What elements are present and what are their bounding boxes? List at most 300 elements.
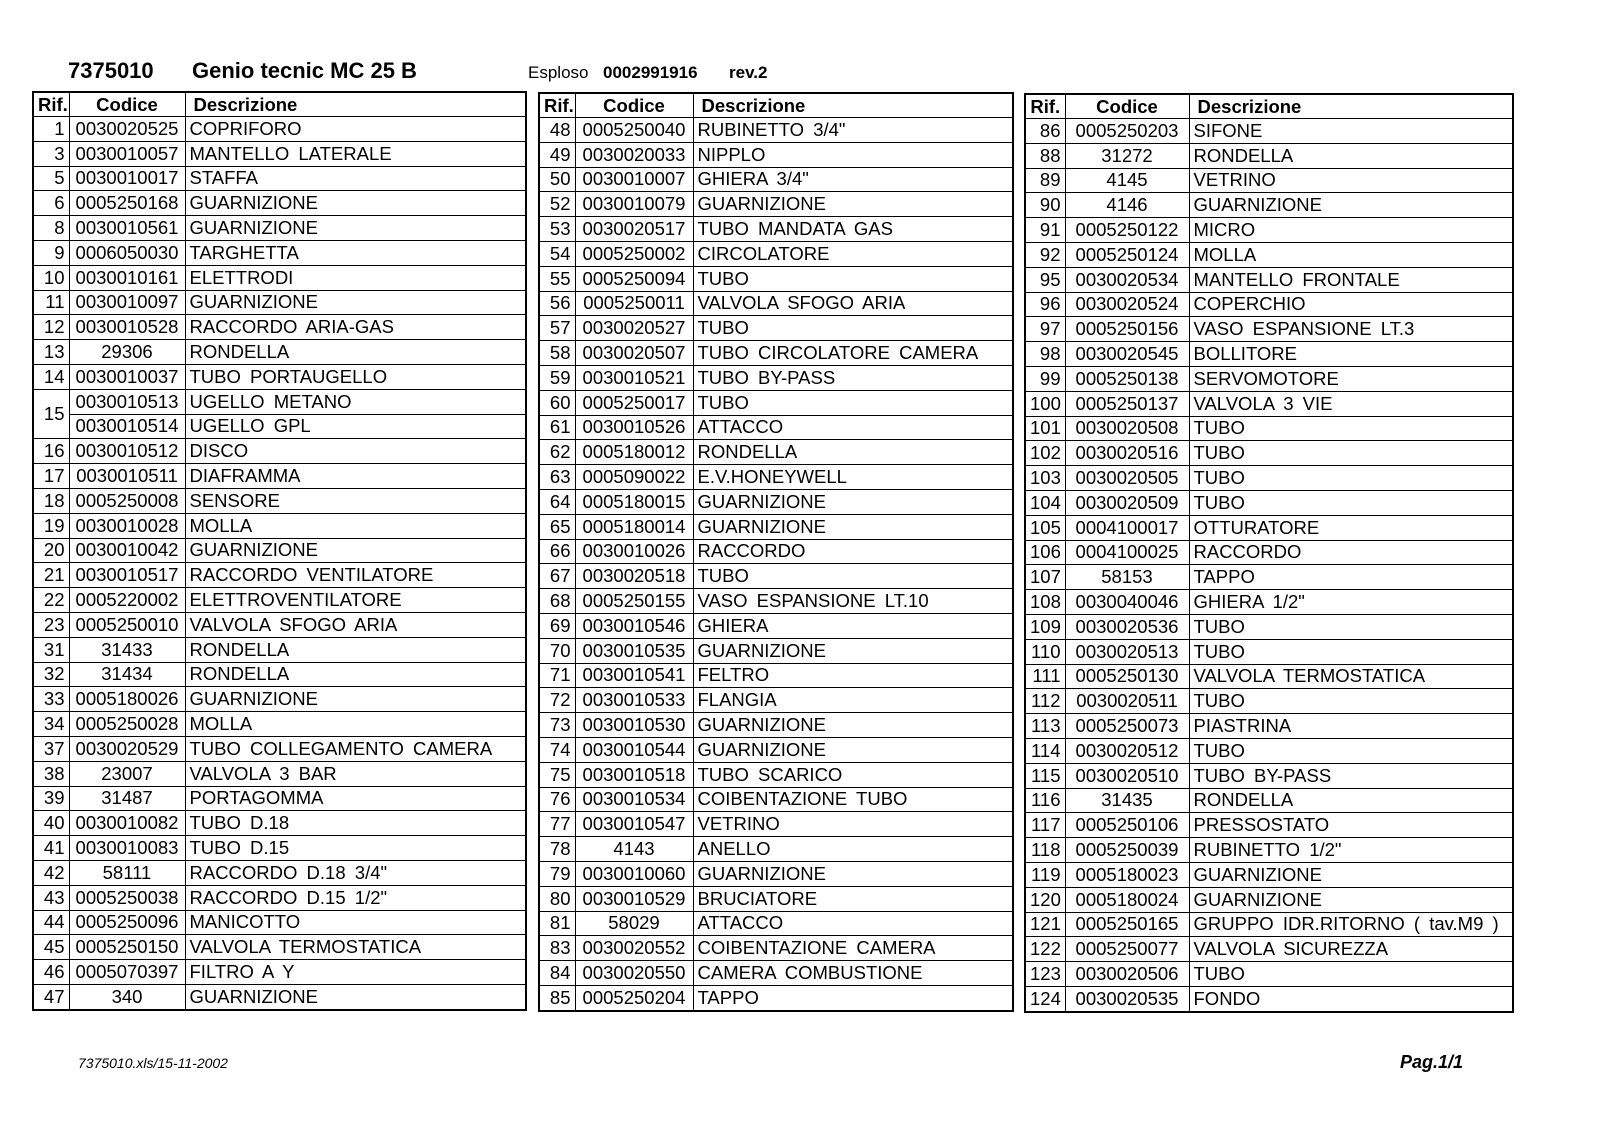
codice-cell: 0030020507 [575, 341, 693, 366]
descrizione-cell: PRESSOSTATO [1189, 813, 1513, 838]
codice-cell: 0005250156 [1065, 317, 1189, 342]
rif-cell: 40 [33, 811, 69, 836]
codice-cell: 0030010547 [575, 812, 693, 837]
rif-cell: 47 [33, 984, 69, 1009]
descrizione-cell: TUBO [1189, 416, 1513, 441]
rif-cell: 68 [539, 589, 575, 614]
table-row [1025, 937, 1513, 962]
codice-cell: 0030040046 [1065, 590, 1189, 615]
descrizione-cell: VASO ESPANSIONE LT.3 [1189, 317, 1513, 342]
codice-cell: 0030020552 [575, 936, 693, 961]
rif-cell: 92 [1025, 242, 1065, 267]
table-row [33, 464, 526, 489]
rif-cell: 90 [1025, 193, 1065, 218]
codice-cell: 0005250124 [1065, 242, 1189, 267]
rif-cell: 77 [539, 812, 575, 837]
rif-cell: 117 [1025, 813, 1065, 838]
table-row [33, 885, 526, 910]
codice-cell: 0005250130 [1065, 664, 1189, 689]
codice-cell: 0005250094 [575, 266, 693, 291]
rif-cell: 104 [1025, 490, 1065, 515]
table-row [539, 961, 1013, 986]
codice-cell: 0005250150 [69, 935, 185, 960]
descrizione-cell: MANTELLO LATERALE [185, 141, 526, 166]
descrizione-cell: TUBO CIRCOLATORE CAMERA [693, 341, 1013, 366]
descrizione-cell: RONDELLA [1189, 143, 1513, 168]
rif-cell: 72 [539, 688, 575, 713]
rif-cell: 41 [33, 836, 69, 861]
codice-cell: 0005250137 [1065, 391, 1189, 416]
table-row [1025, 242, 1513, 267]
rif-cell: 43 [33, 885, 69, 910]
codice-cell: 0005180026 [69, 687, 185, 712]
descrizione-cell: FLANGIA [693, 688, 1013, 713]
descrizione-cell: STAFFA [185, 166, 526, 191]
rif-cell: 75 [539, 762, 575, 787]
codice-cell: 0030010083 [69, 836, 185, 861]
codice-cell: 0005250122 [1065, 218, 1189, 243]
table-row [1025, 912, 1513, 937]
table-row [1025, 515, 1513, 540]
rif-cell: 115 [1025, 763, 1065, 788]
col-header-descrizione: Descrizione [185, 92, 526, 117]
descrizione-cell: UGELLO GPL [185, 414, 526, 439]
table-row [33, 960, 526, 985]
descrizione-cell: ANELLO [693, 837, 1013, 862]
codice-cell: 0030020505 [1065, 466, 1189, 491]
descrizione-cell: ATTACCO [693, 415, 1013, 440]
codice-cell: 0005250039 [1065, 838, 1189, 863]
table-row [33, 240, 526, 265]
table-row [33, 141, 526, 166]
descrizione-cell: RACCORDO VENTILATORE [185, 563, 526, 588]
esploso-label: Esploso [528, 63, 589, 82]
descrizione-cell: RACCORDO [1189, 540, 1513, 565]
table-row [1025, 416, 1513, 441]
descrizione-cell: TUBO [1189, 689, 1513, 714]
codice-cell: 31434 [69, 662, 185, 687]
rif-cell: 73 [539, 713, 575, 738]
rif-cell: 22 [33, 588, 69, 613]
table-row [1025, 862, 1513, 887]
rif-cell: 55 [539, 266, 575, 291]
descrizione-cell: TUBO [1189, 490, 1513, 515]
col-header-codice: Codice [575, 93, 693, 118]
table-row [1025, 590, 1513, 615]
rif-cell: 79 [539, 861, 575, 886]
codice-cell: 0030010541 [575, 663, 693, 688]
codice-cell: 0005250077 [1065, 937, 1189, 962]
codice-cell: 0030010528 [69, 315, 185, 340]
descrizione-cell: RACCORDO D.18 3/4" [185, 860, 526, 885]
codice-cell: 0030020510 [1065, 763, 1189, 788]
codice-cell: 0030010082 [69, 811, 185, 836]
table-row [539, 861, 1013, 886]
table-row [33, 488, 526, 513]
codice-cell: 0030020518 [575, 564, 693, 589]
table-row [539, 886, 1013, 911]
codice-cell: 0005250204 [575, 985, 693, 1010]
codice-cell: 0030020545 [1065, 342, 1189, 367]
table-row [33, 389, 526, 414]
rif-cell: 84 [539, 961, 575, 986]
rif-cell: 88 [1025, 143, 1065, 168]
descrizione-cell: TAPPO [693, 985, 1013, 1010]
table-row [539, 341, 1013, 366]
codice-cell: 0030010057 [69, 141, 185, 166]
rif-cell: 14 [33, 364, 69, 389]
codice-cell: 0030010533 [575, 688, 693, 713]
rif-cell: 80 [539, 886, 575, 911]
codice-cell: 0030010511 [69, 464, 185, 489]
rif-cell: 8 [33, 216, 69, 241]
codice-cell: 0030020506 [1065, 962, 1189, 987]
rif-cell: 112 [1025, 689, 1065, 714]
codice-cell: 0005250165 [1065, 912, 1189, 937]
rif-cell: 102 [1025, 441, 1065, 466]
codice-cell: 0030010026 [575, 539, 693, 564]
rif-cell: 70 [539, 638, 575, 663]
rif-cell: 17 [33, 464, 69, 489]
descrizione-cell: TUBO D.15 [185, 836, 526, 861]
rif-cell: 78 [539, 837, 575, 862]
table-row [539, 167, 1013, 192]
table-row [1025, 540, 1513, 565]
codice-cell: 0005180012 [575, 440, 693, 465]
rif-cell: 48 [539, 118, 575, 143]
codice-cell: 0030020550 [575, 961, 693, 986]
rif-cell: 67 [539, 564, 575, 589]
rif-cell: 52 [539, 192, 575, 217]
codice-cell: 0030010544 [575, 737, 693, 762]
descrizione-cell: TUBO [1189, 614, 1513, 639]
codice-cell: 0005250155 [575, 589, 693, 614]
codice-cell: 0005180023 [1065, 862, 1189, 887]
table-row [539, 440, 1013, 465]
codice-cell: 58029 [575, 911, 693, 936]
codice-cell: 31435 [1065, 788, 1189, 813]
descrizione-cell: PORTAGOMMA [185, 786, 526, 811]
descrizione-cell: VALVOLA 3 BAR [185, 761, 526, 786]
descrizione-cell: RUBINETTO 3/4" [693, 118, 1013, 143]
descrizione-cell: GUARNIZIONE [185, 687, 526, 712]
rif-cell: 107 [1025, 565, 1065, 590]
rif-cell: 32 [33, 662, 69, 687]
codice-cell: 0030010513 [69, 389, 185, 414]
descrizione-cell: GUARNIZIONE [185, 191, 526, 216]
table-row [1025, 366, 1513, 391]
descrizione-cell: OTTURATORE [1189, 515, 1513, 540]
descrizione-cell: GUARNIZIONE [185, 216, 526, 241]
table-row [539, 737, 1013, 762]
table-row [1025, 788, 1513, 813]
codice-cell: 0005250138 [1065, 366, 1189, 391]
codice-cell: 0005180024 [1065, 887, 1189, 912]
codice-cell: 0005250106 [1065, 813, 1189, 838]
descrizione-cell: GUARNIZIONE [185, 290, 526, 315]
table-row [33, 984, 526, 1009]
codice-cell: 0030010079 [575, 192, 693, 217]
descrizione-cell: VETRINO [1189, 168, 1513, 193]
descrizione-cell: TUBO [1189, 962, 1513, 987]
rif-cell: 95 [1025, 267, 1065, 292]
footer-page-number: Pag.1/1 [1400, 1052, 1464, 1072]
rif-cell: 85 [539, 985, 575, 1010]
descrizione-cell: RONDELLA [1189, 788, 1513, 813]
codice-cell: 0030010037 [69, 364, 185, 389]
table-row [33, 811, 526, 836]
codice-cell: 29306 [69, 340, 185, 365]
codice-cell: 0030020508 [1065, 416, 1189, 441]
table-row [1025, 738, 1513, 763]
codice-cell: 0005250017 [575, 390, 693, 415]
descrizione-cell: NIPPLO [693, 142, 1013, 167]
rif-cell: 63 [539, 465, 575, 490]
descrizione-cell: VALVOLA SFOGO ARIA [693, 291, 1013, 316]
table-row [33, 935, 526, 960]
codice-cell: 0030010042 [69, 538, 185, 563]
parts-table-2 [538, 92, 1014, 1012]
rif-cell: 20 [33, 538, 69, 563]
codice-cell: 0005250028 [69, 712, 185, 737]
table-row [1025, 887, 1513, 912]
rif-cell: 108 [1025, 590, 1065, 615]
descrizione-cell: SENSORE [185, 488, 526, 513]
rif-cell: 86 [1025, 119, 1065, 144]
rif-cell: 65 [539, 514, 575, 539]
descrizione-cell: GUARNIZIONE [693, 638, 1013, 663]
codice-cell: 0005250040 [575, 118, 693, 143]
table-row [539, 663, 1013, 688]
descrizione-cell: VALVOLA TERMOSTATICA [1189, 664, 1513, 689]
codice-cell: 0005070397 [69, 960, 185, 985]
table-row [539, 142, 1013, 167]
codice-cell: 0005250073 [1065, 714, 1189, 739]
footer-filename: 7375010.xls/15-11-2002 [78, 1055, 228, 1071]
codice-cell: 0005250168 [69, 191, 185, 216]
table-row [1025, 986, 1513, 1011]
rif-cell: 109 [1025, 614, 1065, 639]
rif-cell: 50 [539, 167, 575, 192]
codice-cell: 0030020517 [575, 217, 693, 242]
codice-cell: 340 [69, 984, 185, 1009]
table-row [539, 936, 1013, 961]
table-row [539, 638, 1013, 663]
table-row [1025, 689, 1513, 714]
descrizione-cell: TUBO [693, 316, 1013, 341]
table-row [539, 812, 1013, 837]
descrizione-cell: MANTELLO FRONTALE [1189, 267, 1513, 292]
descrizione-cell: TUBO [1189, 639, 1513, 664]
table-row [1025, 218, 1513, 243]
descrizione-cell: DISCO [185, 439, 526, 464]
rif-cell: 66 [539, 539, 575, 564]
table-row [33, 563, 526, 588]
rif-cell: 114 [1025, 738, 1065, 763]
codice-cell: 58153 [1065, 565, 1189, 590]
rif-cell: 15 [33, 389, 69, 439]
rif-cell: 98 [1025, 342, 1065, 367]
descrizione-cell: TAPPO [1189, 565, 1513, 590]
descrizione-cell: MOLLA [185, 712, 526, 737]
codice-cell: 0006050030 [69, 240, 185, 265]
codice-cell: 0005180015 [575, 489, 693, 514]
descrizione-cell: RACCORDO ARIA-GAS [185, 315, 526, 340]
descrizione-cell: TUBO SCARICO [693, 762, 1013, 787]
table-row [539, 539, 1013, 564]
codice-cell: 0004100017 [1065, 515, 1189, 540]
descrizione-cell: PIASTRINA [1189, 714, 1513, 739]
codice-cell: 31487 [69, 786, 185, 811]
rif-cell: 100 [1025, 391, 1065, 416]
table-row [539, 787, 1013, 812]
codice-cell: 0005250096 [69, 910, 185, 935]
table-row [33, 612, 526, 637]
codice-cell: 0030010521 [575, 365, 693, 390]
rif-cell: 89 [1025, 168, 1065, 193]
rif-cell: 113 [1025, 714, 1065, 739]
table-row [539, 118, 1013, 143]
rif-cell: 106 [1025, 540, 1065, 565]
rif-cell: 103 [1025, 466, 1065, 491]
codice-cell: 0030010526 [575, 415, 693, 440]
table-row [33, 117, 526, 142]
codice-cell: 0030010518 [575, 762, 693, 787]
descrizione-cell: RONDELLA [185, 637, 526, 662]
table-row [539, 613, 1013, 638]
table-row [1025, 391, 1513, 416]
codice-cell: 0030010017 [69, 166, 185, 191]
descrizione-cell: TUBO [693, 266, 1013, 291]
table-row [539, 713, 1013, 738]
table-row [539, 192, 1013, 217]
table-row [33, 340, 526, 365]
table-row [539, 589, 1013, 614]
table-row [1025, 838, 1513, 863]
descrizione-cell: COPRIFORO [185, 117, 526, 142]
table-row [33, 265, 526, 290]
codice-cell: 0030020527 [575, 316, 693, 341]
table-row [1025, 168, 1513, 193]
descrizione-cell: GUARNIZIONE [1189, 193, 1513, 218]
table-row [33, 736, 526, 761]
revision: rev.2 [729, 63, 768, 82]
parts-table-1 [32, 91, 527, 1011]
rif-cell: 19 [33, 513, 69, 538]
codice-cell: 0005090022 [575, 465, 693, 490]
descrizione-cell: TUBO [693, 390, 1013, 415]
codice-cell: 0030020524 [1065, 292, 1189, 317]
col-header-rif: Rif. [1025, 94, 1065, 119]
col-header-rif: Rif. [539, 93, 575, 118]
codice-cell: 0005250002 [575, 241, 693, 266]
descrizione-cell: CIRCOLATORE [693, 241, 1013, 266]
descrizione-cell: VASO ESPANSIONE LT.10 [693, 589, 1013, 614]
rif-cell: 121 [1025, 912, 1065, 937]
descrizione-cell: FELTRO [693, 663, 1013, 688]
rif-cell: 12 [33, 315, 69, 340]
table-row [539, 415, 1013, 440]
codice-cell: 0030010530 [575, 713, 693, 738]
table-row [1025, 143, 1513, 168]
codice-cell: 0005250010 [69, 612, 185, 637]
table-row [539, 911, 1013, 936]
descrizione-cell: RACCORDO [693, 539, 1013, 564]
rif-cell: 11 [33, 290, 69, 315]
rif-cell: 91 [1025, 218, 1065, 243]
rif-cell: 110 [1025, 639, 1065, 664]
descrizione-cell: TUBO BY-PASS [693, 365, 1013, 390]
descrizione-cell: ELETTROVENTILATORE [185, 588, 526, 613]
descrizione-cell: VALVOLA SFOGO ARIA [185, 612, 526, 637]
table-row [1025, 763, 1513, 788]
codice-cell: 0030020033 [575, 142, 693, 167]
codice-cell: 0030020525 [69, 117, 185, 142]
rif-cell: 71 [539, 663, 575, 688]
rif-cell: 76 [539, 787, 575, 812]
descrizione-cell: VALVOLA TERMOSTATICA [185, 935, 526, 960]
rif-cell: 69 [539, 613, 575, 638]
table-row [1025, 267, 1513, 292]
codice-cell: 0030010561 [69, 216, 185, 241]
rif-cell: 10 [33, 265, 69, 290]
rif-cell: 83 [539, 936, 575, 961]
rif-cell: 56 [539, 291, 575, 316]
codice-cell: 0030010514 [69, 414, 185, 439]
descrizione-cell: GHIERA 3/4" [693, 167, 1013, 192]
table-row [33, 315, 526, 340]
table-row [1025, 342, 1513, 367]
descrizione-cell: GUARNIZIONE [185, 538, 526, 563]
codice-cell: 0030010161 [69, 265, 185, 290]
table-row [33, 166, 526, 191]
descrizione-cell: FILTRO A Y [185, 960, 526, 985]
descrizione-cell: TUBO D.18 [185, 811, 526, 836]
descrizione-cell: RACCORDO D.15 1/2" [185, 885, 526, 910]
codice-cell: 0030010517 [69, 563, 185, 588]
table-row [539, 837, 1013, 862]
rif-cell: 74 [539, 737, 575, 762]
document-code: 7375010 [68, 58, 154, 83]
rif-cell: 42 [33, 860, 69, 885]
rif-cell: 61 [539, 415, 575, 440]
table-row [1025, 714, 1513, 739]
rif-cell: 45 [33, 935, 69, 960]
table-row [33, 761, 526, 786]
descrizione-cell: CAMERA COMBUSTIONE [693, 961, 1013, 986]
table-row [539, 291, 1013, 316]
rif-cell: 99 [1025, 366, 1065, 391]
codice-cell: 0030010546 [575, 613, 693, 638]
table-row [1025, 490, 1513, 515]
descrizione-cell: FONDO [1189, 986, 1513, 1011]
table-row [33, 687, 526, 712]
descrizione-cell: MOLLA [1189, 242, 1513, 267]
codice-cell: 0030020536 [1065, 614, 1189, 639]
table-row [33, 588, 526, 613]
codice-cell: 31272 [1065, 143, 1189, 168]
rif-cell: 5 [33, 166, 69, 191]
table-row [539, 217, 1013, 242]
descrizione-cell: ATTACCO [693, 911, 1013, 936]
codice-cell: 0030010097 [69, 290, 185, 315]
table-row [33, 860, 526, 885]
rif-cell: 105 [1025, 515, 1065, 540]
esploso-number: 0002991916 [603, 63, 698, 82]
rif-cell: 120 [1025, 887, 1065, 912]
rif-cell: 34 [33, 712, 69, 737]
descrizione-cell: GUARNIZIONE [693, 514, 1013, 539]
